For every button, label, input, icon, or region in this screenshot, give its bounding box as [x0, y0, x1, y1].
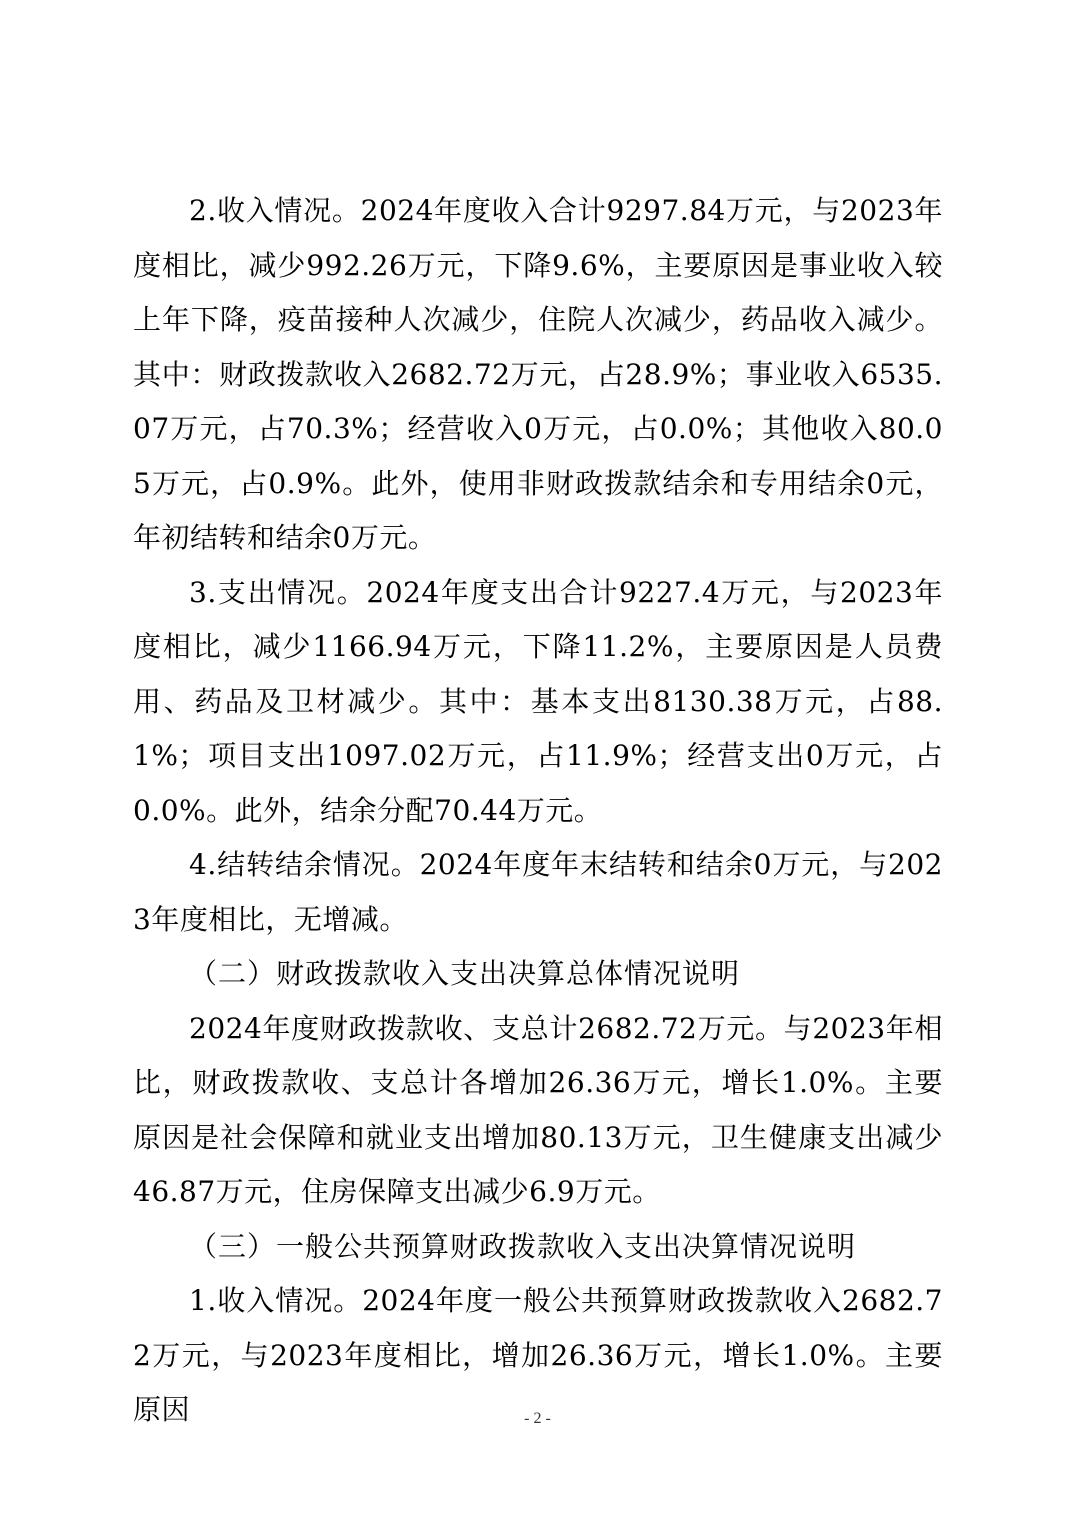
document-body	[133, 184, 943, 1438]
paragraph-balance: 4.结转结余情况。2024年度年末结转和结余0万元，与2023年度相比，无增减。	[133, 848, 943, 936]
page-number: - 2 -	[524, 1410, 551, 1427]
paragraph-expenditure: 3.支出情况。2024年度支出合计9227.4万元，与2023年度相比，减少1166.94万元，下降11.2%，主要原因是人员费用、药品及卫材减少。其中：基本支出8130.38万元，占88.1%；项目支出1097.02万元，占11.9%；经营支出0万元，占0.0%。此外，结余分配70.44万元。	[133, 575, 943, 827]
paragraph-general-income: 1.收入情况。2024年度一般公共预算财政拨款收入2682.72万元，与2023年度相比，增加26.36万元，增长1.0%。主要原因	[133, 1284, 943, 1426]
paragraph-fiscal-total: 2024年度财政拨款收、支总计2682.72万元。与2023年相比，财政拨款收、支总计各增加26.36万元，增长1.0%。主要原因是社会保障和就业支出增加80.13万元，卫生健康支出减少46.87万元，住房保障支出减少6.9万元。	[133, 1011, 943, 1208]
heading-fiscal-total: （二）财政拨款收入支出决算总体情况说明	[189, 957, 741, 990]
paragraph-income: 2.收入情况。2024年度收入合计9297.84万元，与2023年度相比，减少992.26万元，下降9.6%，主要原因是事业收入较上年下降，疫苗接种人次减少，住院人次减少，药品收入减少。其中：财政拨款收入2682.72万元，占28.9%；事业收入6535.07万元，占70.3%；经营收入0万元，占0.0%；其他收入80.05万元，占0.9%。此外，使用非财政拨款结余和专用结余0元，年初结转和结余0万元。	[133, 194, 943, 554]
heading-general-budget: （三）一般公共预算财政拨款收入支出决算情况说明	[189, 1229, 857, 1263]
